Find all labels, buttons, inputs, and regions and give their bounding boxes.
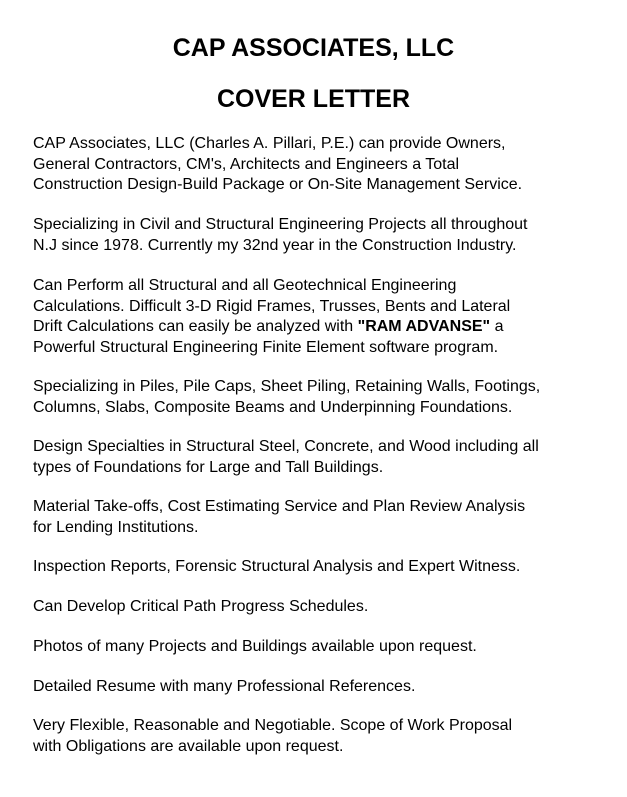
paragraph-line: Columns, Slabs, Composite Beams and Underpinning Foundations. (33, 398, 513, 416)
design-specialties-paragraph (33, 437, 618, 478)
paragraph-line: Calculations. Difficult 3-D Rigid Frames, Trusses, Bents and Lateral (33, 297, 511, 315)
resume-paragraph: Detailed Resume with many Professional References. (33, 678, 416, 695)
paragraph-line: Can Perform all Structural and all Geotechnical Engineering (33, 277, 457, 294)
piles-paragraph (33, 377, 618, 418)
paragraph-line (33, 317, 618, 338)
company-title: CAP ASSOCIATES, LLC (172, 34, 455, 62)
photos-paragraph: Photos of many Projects and Buildings available upon request. (33, 638, 477, 655)
paragraph-line: for Lending Institutions. (33, 518, 199, 536)
paragraph-line: with Obligations are available upon request. (33, 737, 344, 755)
software-name: "RAM ADVANSE" (357, 318, 491, 335)
paragraph-line: Specializing in Piles, Pile Caps, Sheet Piling, Retaining Walls, Footings, (33, 378, 541, 395)
paragraph-line: Very Flexible, Reasonable and Negotiable. Scope of Work Proposal (33, 717, 513, 734)
document-title: COVER LETTER (216, 85, 411, 113)
paragraph-line: CAP Associates, LLC (Charles A. Pillari, P.E.) can provide Owners, (33, 135, 506, 152)
paragraph-line: Construction Design-Build Package or On-Site Management Service. (33, 176, 523, 193)
paragraph-line: N.J since 1978. Currently my 32nd year in the Construction Industry. (33, 236, 517, 254)
material-takeoffs-paragraph (33, 497, 618, 538)
paragraph-line: types of Foundations for Large and Tall Buildings. (33, 458, 384, 476)
calculations-paragraph (33, 276, 618, 358)
intro-paragraph (33, 134, 618, 196)
civil-structural-paragraph (33, 215, 618, 256)
line-text: Drift Calculations can easily be analyzed with (33, 318, 358, 335)
paragraph-line: Material Take-offs, Cost Estimating Service and Plan Review Analysis (33, 498, 526, 515)
paragraph-line: Specializing in Civil and Structural Engineering Projects all throughout (33, 216, 528, 233)
paragraph-line: General Contractors, CM's, Architects and Engineers a Total (33, 155, 460, 173)
schedules-paragraph: Can Develop Critical Path Progress Schedules. (33, 598, 369, 615)
line-text: a (490, 318, 504, 335)
flexible-paragraph (33, 716, 618, 757)
inspection-paragraph: Inspection Reports, Forensic Structural Analysis and Expert Witness. (33, 558, 521, 575)
paragraph-line: Powerful Structural Engineering Finite Element software program. (33, 338, 499, 356)
paragraph-line: Design Specialties in Structural Steel, Concrete, and Wood including all (33, 438, 539, 455)
